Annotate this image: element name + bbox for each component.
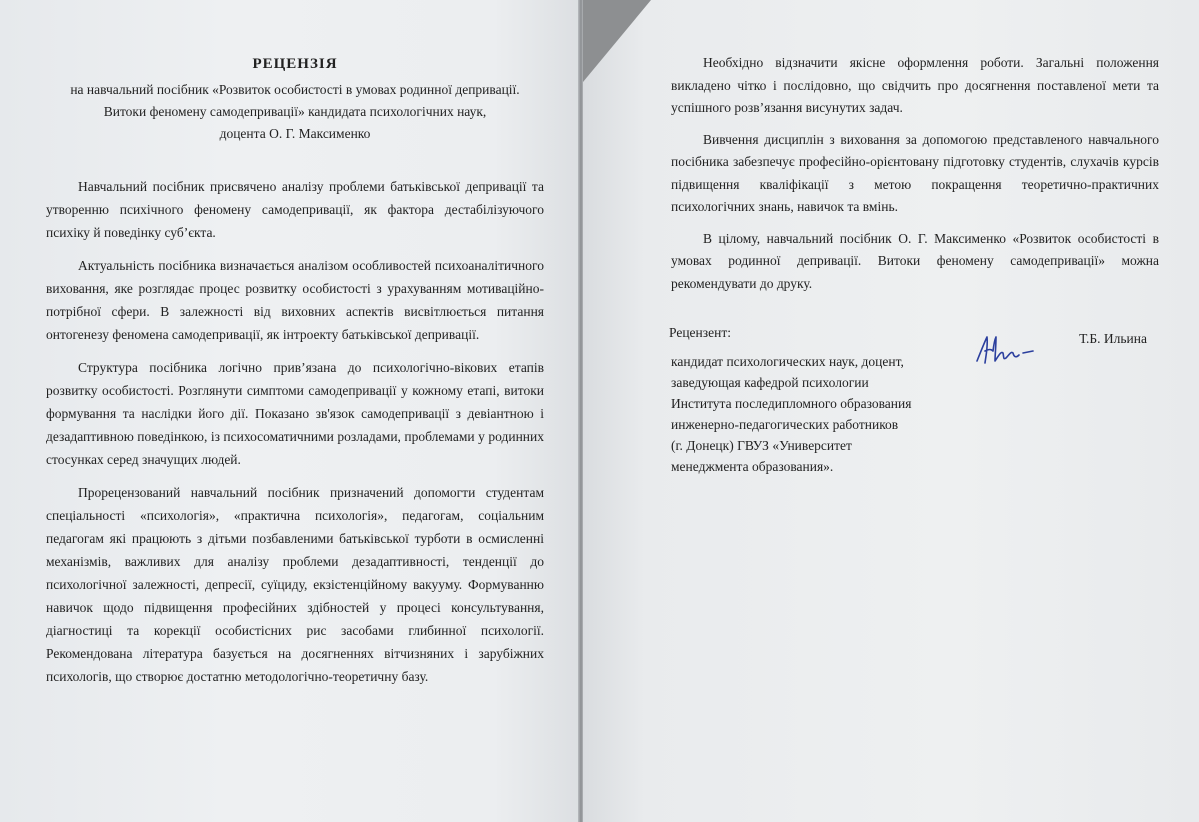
reviewer-detail-line: (г. Донецк) ГВУЗ «Университет (671, 438, 852, 453)
reviewer-block (671, 325, 1159, 475)
reviewer-detail-line: заведующая кафедрой психологии (671, 375, 869, 390)
paragraph-conclusion: В цілому, навчальний посібник О. Г. Максименко «Розвиток особистості в умовах родинної депривації. Витоки феномену самодепривації» можна рекомендувати до друку. (671, 230, 1159, 291)
reviewer-detail-line: менеджмента образования». (671, 459, 834, 474)
reviewer-name: Т.Б. Ильина (1079, 331, 1147, 346)
paragraph-design: Необхідно відзначити якісне оформлення роботи. Загальні положення викладено чітко і послідовно, що свідчить про досягнення поставленої мети та успішного розв’язання висунутих задач. (671, 55, 1159, 115)
reviewer-detail-line: инженерно-педагогических работников (671, 417, 899, 432)
reviewer-label: Рецензент: (669, 325, 731, 340)
paragraph-relevance: Актуальність посібника визначається аналізом особливостей психоаналітичного виховання, яке розглядає процес розвитку особистості з урахуванням мотиваційно-потрібної сфери. В залежності від виховних аспектів висвітлюється питання онтогенезу феномена самодепривації, як інтроекту батьківської депривації. (46, 258, 544, 342)
right-page (583, 0, 1199, 822)
reviewer-detail-line: Института последипломного образования (671, 396, 912, 411)
document-title: РЕЦЕНЗІЯ (252, 56, 338, 72)
subtitle-line: доцента О. Г. Максименко (219, 126, 371, 141)
paragraph-study: Вивчення дисциплін з виховання за допомогою представленого навчального посібника забезпечує професійно-орієнтовану підготовку студентів, слухачів курсів підвищення кваліфікації з метою покращення теоретично-практичних психологічних знань, навичок та вмінь. (671, 131, 1159, 214)
subtitle-line: Витоки феномену самодепривації» кандидата психологічних наук, (103, 104, 487, 119)
document-subtitle (46, 79, 544, 145)
left-page (0, 0, 580, 822)
folded-corner (583, 0, 651, 82)
reviewer-detail-line: кандидат психологических наук, доцент, (671, 354, 904, 369)
paragraph-intro: Навчальний посібник присвячено аналізу проблеми батьківської депривації та утворенню психічного феномену самодепривації, як фактора дестабілізуючого психіку й поведінку суб’єкта. (46, 179, 544, 240)
paragraph-structure: Структура посібника логічно прив’язана до психологічно-вікових етапів розвитку особистості. Розглянути симптоми самодепривації у кожному етапі, витоки формування та наслідки його дії. Показано зв'язок самодепривації з девіантною і дезадаптивною поведінкою, із психосоматичними розладами, проблемами у родинних стосунках серед значущих людей. (46, 360, 544, 467)
reviewer-details (671, 351, 911, 477)
paragraph-audience: Прорецензований навчальний посібник призначений допомогти студентам спеціальності «психологія», «практична психологія», педагогам, соціальним педагогам які працюють з дітьми позбавленими батьківської турботи в осмисленні механізмів, важливих для аналізу проблеми дезадаптивності, тенденції до психологічної залежності, депресії, суїциду, екзістенційному вакууму. Формуванню навичок щодо підвищення професійних здібностей у процесі консультування, діагностиці та корекції особистісних рис засобами глибинної психології. Рекомендована література базується на досягненнях вітчизняних і зарубіжних психологів, що створює достатню методологічно-теоретичну базу. (46, 485, 544, 684)
signature-icon (973, 333, 1043, 367)
subtitle-line: на навчальний посібник «Розвиток особистості в умовах родинної депривації. (70, 82, 520, 97)
